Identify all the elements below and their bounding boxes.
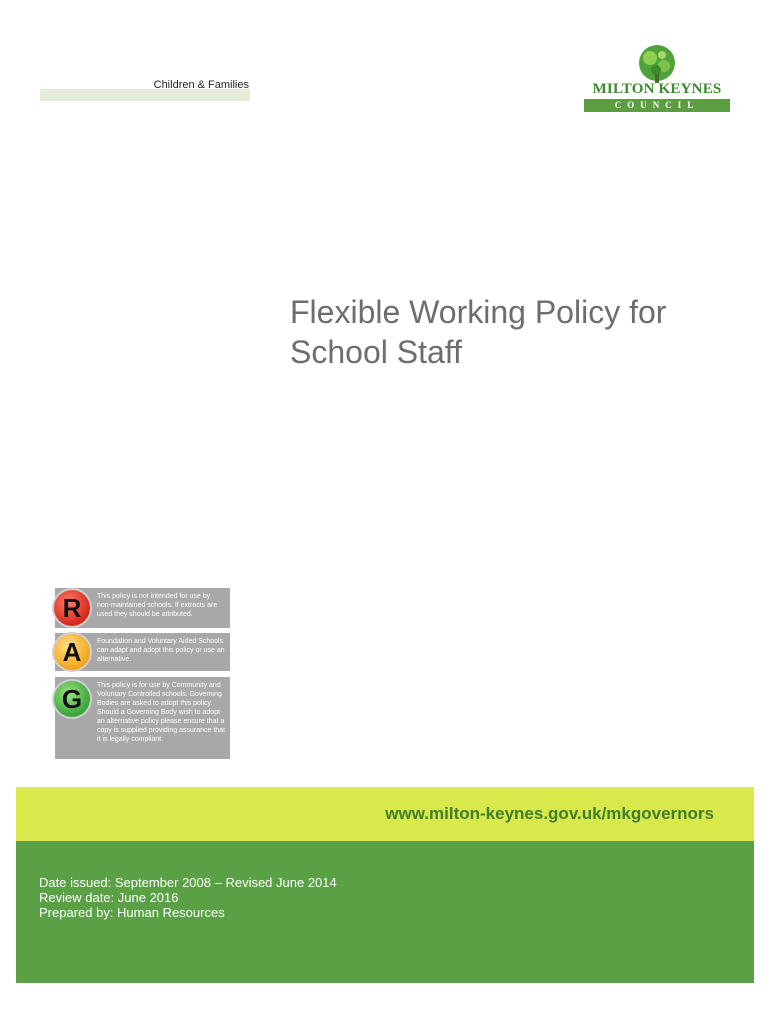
url-band: [16, 787, 754, 841]
document-meta: [39, 875, 337, 920]
council-logo: [582, 44, 732, 112]
red-r-icon: R: [54, 590, 90, 626]
logo-name: MILTON KEYNES: [592, 81, 722, 97]
title-line-1: Flexible Working Policy for: [290, 294, 667, 330]
logo-subtitle: COUNCIL: [584, 99, 730, 112]
governors-url-link[interactable]: www.milton-keynes.gov.uk/mkgovernors: [385, 804, 714, 823]
rag-amber-panel: [55, 633, 230, 671]
rag-amber-text: Foundation and Voluntary Aided Schools can adapt and adopt this policy or use an alternative.: [97, 638, 225, 663]
green-g-icon: G: [54, 681, 90, 717]
rag-red-text: This policy is not intended for use by non-maintained schools. If extracts are used they should be attributed.: [97, 593, 218, 618]
title-line-2: School Staff: [290, 334, 462, 370]
rag-red-panel: [55, 588, 230, 628]
document-meta-band: [16, 841, 754, 983]
rag-green-panel: [55, 677, 230, 759]
amber-a-icon: A: [54, 634, 90, 670]
rag-green-text: This policy is for use by Community and Voluntary Controlled schools. Governing Bodies are asked to adopt this policy. Should a Governing Body wish to adopt an alternative policy please ensure that a copy is supplied providing assurance that it is legally compliant.: [97, 682, 226, 743]
page-title: [290, 292, 750, 372]
department-label: Children & Families: [153, 79, 249, 91]
review-date: Review date: June 2016: [39, 890, 179, 905]
prepared-by: Prepared by: Human Resources: [39, 905, 225, 920]
tree-logo-icon: [582, 44, 732, 84]
date-issued: Date issued: September 2008 – Revised June 2014: [39, 875, 337, 890]
